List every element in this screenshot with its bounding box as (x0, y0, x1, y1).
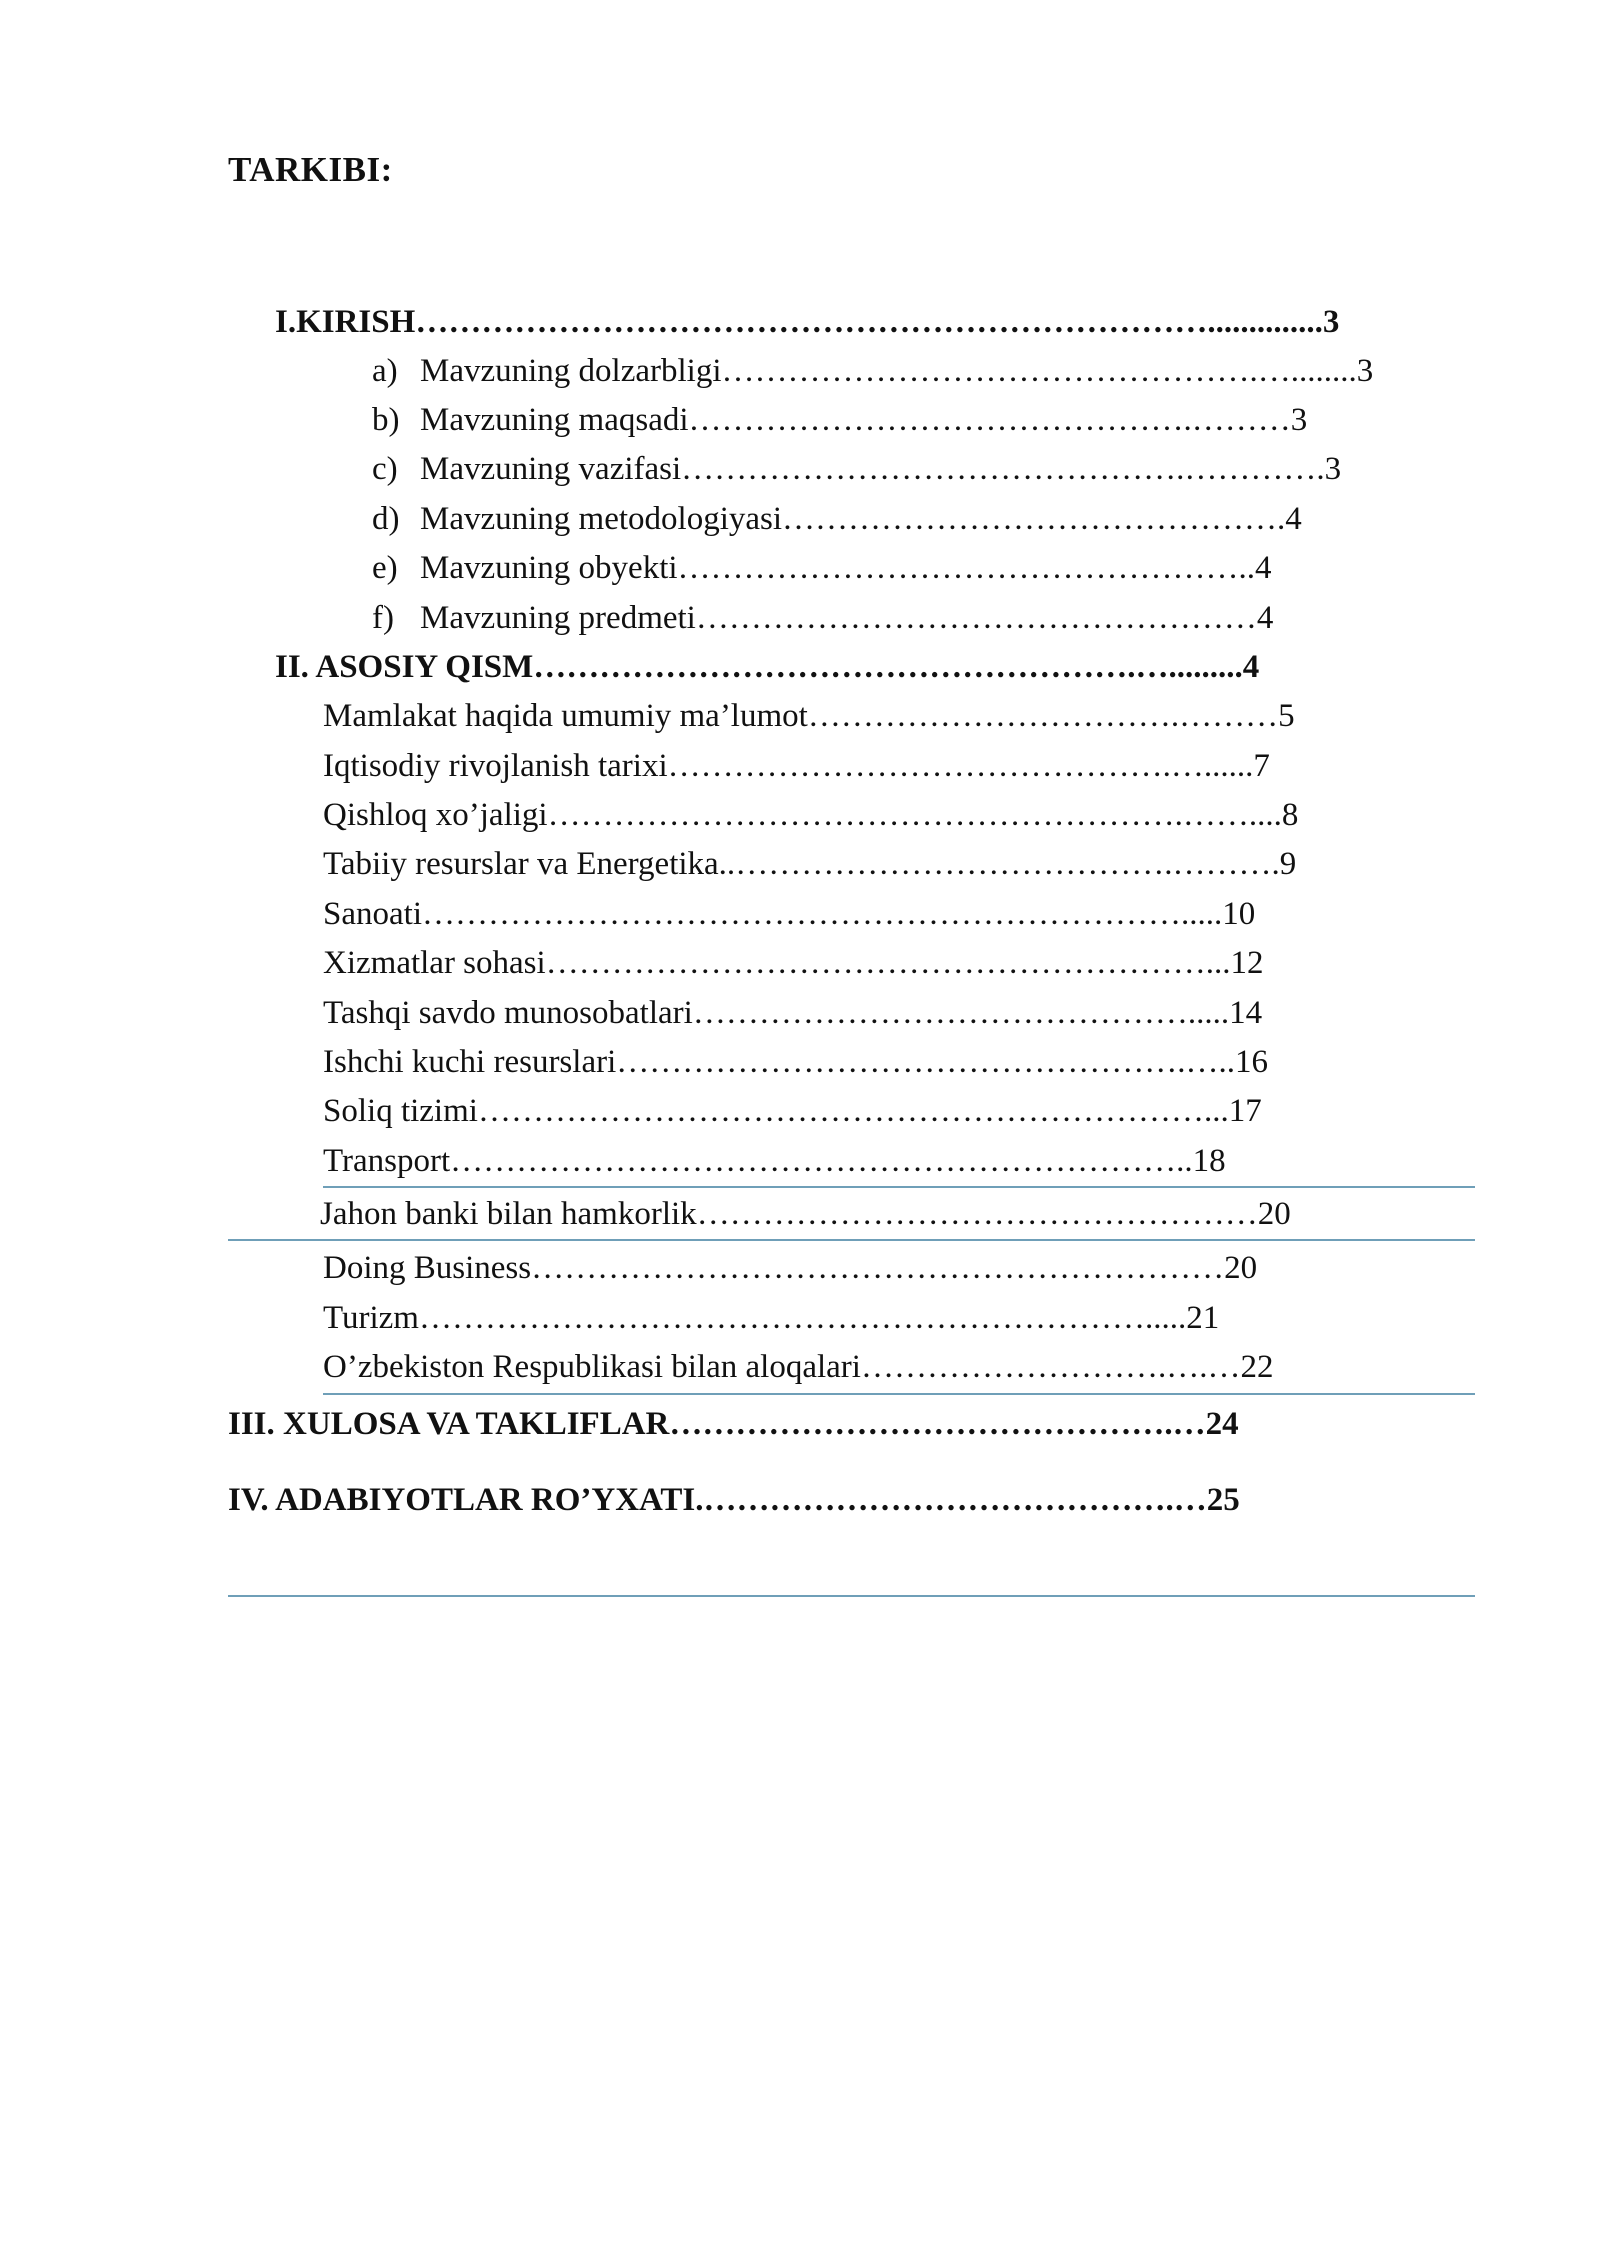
toc-entry-label: Mavzuning maqsadi (420, 402, 689, 438)
toc-entry-leader: ………………………………………. (782, 501, 1286, 537)
toc-entry-asosiy-qism[interactable] (275, 647, 1259, 687)
toc-entry-label: Mavzuning vazifasi (420, 451, 682, 487)
toc-entry-label: Xizmatlar sohasi (323, 945, 546, 981)
toc-entry-tabiiy[interactable] (323, 844, 1296, 884)
toc-entry-leader: ………………………………………….…........ (721, 353, 1357, 389)
toc-entry-leader: …………………………………………………………... (477, 1093, 1229, 1129)
toc-entry-leader: …………………………………….… (703, 1482, 1207, 1518)
divider-line (228, 1239, 1475, 1241)
toc-entry-page: 7 (1253, 748, 1270, 784)
toc-entry-label: III. XULOSA VA TAKLIFLAR (228, 1406, 670, 1442)
toc-entry-leader: ……………………………………………….…......... (533, 649, 1243, 685)
toc-entry-adabiyotlar[interactable] (228, 1480, 1240, 1520)
toc-entry-page: 18 (1192, 1143, 1226, 1179)
toc-entry-label: Iqtisodiy rivojlanish tarixi (323, 748, 668, 784)
toc-entry-metodologiyasi[interactable] (372, 499, 1302, 539)
toc-entry-label: Doing Business (323, 1250, 532, 1286)
toc-entry-page: 25 (1206, 1482, 1240, 1518)
toc-entry-page: 24 (1205, 1406, 1239, 1442)
toc-entry-label: Mavzuning predmeti (420, 600, 696, 636)
toc-entry-marker: c) (372, 451, 398, 487)
toc-entry-label: Sanoati (323, 896, 422, 932)
toc-entry-page: 8 (1281, 797, 1299, 833)
toc-entry-ozbekiston[interactable] (323, 1347, 1273, 1387)
toc-entry-page: 21 (1186, 1300, 1220, 1336)
toc-entry-leader: ………………………………….………. (735, 846, 1280, 882)
toc-entry-leader: …………………………………………….….. (616, 1044, 1235, 1080)
toc-entry-page: 4 (1256, 600, 1274, 636)
toc-entry-page: 3 (1290, 402, 1308, 438)
toc-entry-marker: f) (372, 600, 394, 636)
toc-entry-leader: …………………………………………………………..... (418, 1300, 1187, 1336)
divider-line (323, 1186, 1475, 1188)
toc-entry-leader: ………………………………………………………….. (450, 1143, 1193, 1179)
toc-entry-leader: ……………………………………………………………….............. (415, 304, 1323, 340)
toc-entry-label: Jahon banki bilan hamkorlik (320, 1196, 697, 1232)
divider-line (228, 1595, 1475, 1597)
toc-entry-leader: ……………………………………………………... (545, 945, 1231, 981)
toc-entry-label: Turizm (323, 1300, 419, 1336)
toc-entry-label: O’zbekiston Respublikasi bilan aloqalari (323, 1349, 861, 1385)
toc-entry-dolzarbligi[interactable] (372, 351, 1373, 391)
toc-entry-page: 10 (1222, 896, 1256, 932)
toc-entry-soliq[interactable] (323, 1091, 1262, 1131)
toc-entry-vazifasi[interactable] (372, 449, 1341, 489)
toc-entry-label: IV. ADABIYOTLAR RO’YXATI. (228, 1482, 704, 1518)
divider-line (323, 1393, 1475, 1395)
toc-entry-page: 5 (1278, 698, 1295, 734)
toc-entry-iqtisodiy[interactable] (323, 746, 1270, 786)
toc-entry-jahon-banki[interactable] (320, 1194, 1291, 1234)
toc-entry-page: 12 (1230, 945, 1264, 981)
toc-entry-label: Transport (323, 1143, 451, 1179)
toc-entry-page: 9 (1279, 846, 1297, 882)
toc-entry-leader: ……………………………………………………… (531, 1250, 1225, 1286)
toc-entry-leader: ……………………………………….… (669, 1406, 1206, 1442)
toc-entry-marker: b) (372, 402, 400, 438)
toc-entry-label: I.KIRISH (275, 304, 416, 340)
toc-entry-transport[interactable] (323, 1141, 1226, 1181)
toc-entry-page: 17 (1228, 1093, 1262, 1129)
toc-entry-page: 22 (1240, 1349, 1274, 1385)
toc-entry-marker: a) (372, 353, 398, 389)
toc-entry-tashqi-savdo[interactable] (323, 993, 1262, 1033)
toc-entry-label: Mamlakat haqida umumiy ma’lumot (323, 698, 808, 734)
toc-entry-turizm[interactable] (323, 1298, 1219, 1338)
toc-entry-obyekti[interactable] (372, 548, 1272, 588)
toc-entry-sanoati[interactable] (323, 894, 1255, 934)
toc-entry-doing-business[interactable] (323, 1248, 1257, 1288)
toc-entry-leader: ……………………….….… (860, 1349, 1241, 1385)
toc-entry-page: 3 (1322, 304, 1340, 340)
toc-entry-predmeti[interactable] (372, 598, 1273, 638)
toc-entry-leader: …………………………………………….. (677, 550, 1256, 586)
toc-entry-label: II. ASOSIY QISM (275, 649, 534, 685)
toc-entry-label: Mavzuning metodologiyasi (420, 501, 783, 537)
toc-entry-leader: ………………………………………………….…….... (547, 797, 1282, 833)
toc-entry-leader: ……………………………………….……… (688, 402, 1291, 438)
toc-entry-label: Ishchi kuchi resurslari (323, 1044, 617, 1080)
toc-entry-page: 4 (1285, 501, 1302, 537)
toc-entry-leader: ……………………………………………………………..... (421, 896, 1223, 932)
toc-entry-label: Tabiiy resurslar va Energetika.. (323, 846, 736, 882)
toc-entry-label: Mavzuning dolzarbligi (420, 353, 722, 389)
toc-entry-leader: …………………………………………… (696, 1196, 1258, 1232)
toc-entry-mamlakat[interactable] (323, 696, 1295, 736)
toc-entry-page: 16 (1235, 1044, 1268, 1080)
toc-entry-xizmatlar[interactable] (323, 943, 1263, 983)
toc-entry-xulosa[interactable] (228, 1404, 1239, 1444)
toc-entry-leader: …………………………………………… (695, 600, 1257, 636)
toc-entry-maqsadi[interactable] (372, 400, 1307, 440)
toc-entry-page: 20 (1224, 1250, 1258, 1286)
toc-entry-marker: d) (372, 501, 400, 537)
toc-entry-page: 14 (1229, 995, 1263, 1031)
toc-entry-label: Tashqi savdo munosobatlari (323, 995, 693, 1031)
toc-entry-leader: ……………………………………….…………. (681, 451, 1325, 487)
toc-entry-kirish[interactable] (275, 302, 1339, 342)
toc-entry-leader: …………………………….……… (807, 698, 1279, 734)
toc-entry-page: 3 (1324, 451, 1342, 487)
toc-entry-page: 4 (1242, 649, 1260, 685)
toc-entry-label: Qishloq xo’jaligi (323, 797, 548, 833)
toc-entry-page: 4 (1255, 550, 1272, 586)
toc-entry-label: Soliq tizimi (323, 1093, 478, 1129)
toc-entry-page: 20 (1257, 1196, 1291, 1232)
toc-entry-marker: e) (372, 550, 398, 586)
toc-entry-ishchi-kuchi[interactable] (323, 1042, 1268, 1082)
toc-entry-leader: ……………………………………….…...... (667, 748, 1254, 784)
toc-entry-leader: ………………………………………..... (692, 995, 1230, 1031)
toc-entry-page: 3 (1356, 353, 1374, 389)
toc-heading: TARKIBI: (228, 150, 393, 189)
toc-entry-label: Mavzuning obyekti (420, 550, 678, 586)
toc-entry-qishloq[interactable] (323, 795, 1298, 835)
